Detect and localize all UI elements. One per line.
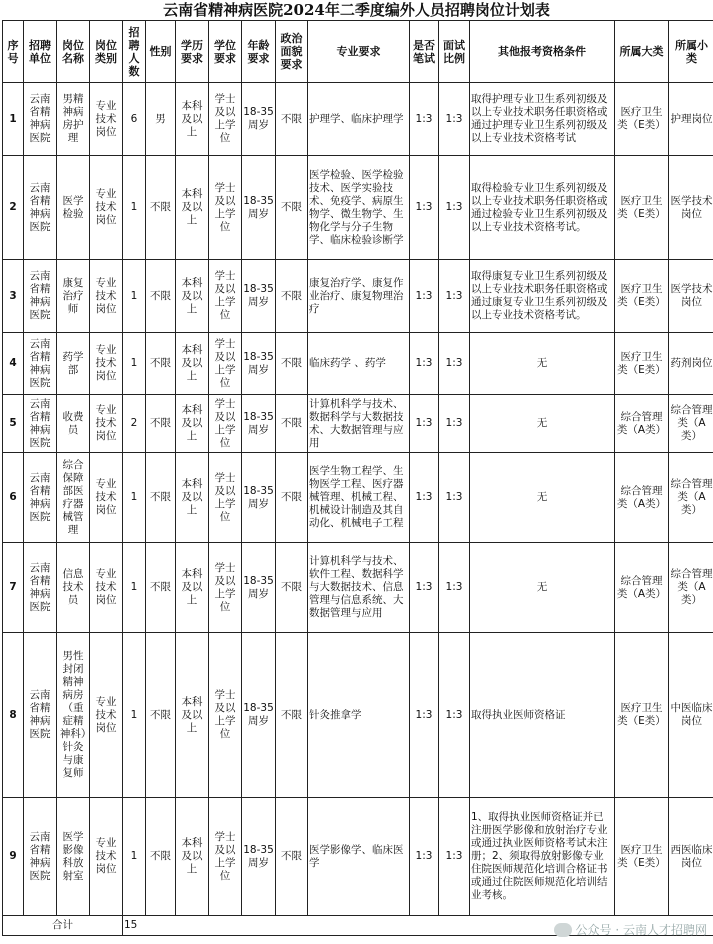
age: 18-35周岁	[242, 798, 276, 916]
major-class: 医疗卫生类（E类）	[615, 156, 669, 260]
interview-ratio: 1:3	[439, 395, 470, 453]
hiring-unit: 云南省精神病医院	[24, 798, 57, 916]
col-header: 招聘单位	[24, 21, 57, 83]
major-class: 医疗卫生类（E类）	[615, 83, 669, 156]
political-status: 不限	[276, 156, 308, 260]
hire-count: 1	[123, 333, 146, 395]
interview-ratio: 1:3	[439, 543, 470, 633]
row-number: 5	[3, 395, 24, 453]
col-header: 所属大类	[615, 21, 669, 83]
position-category: 专业技术岗位	[90, 453, 123, 543]
written-exam: 1:3	[410, 156, 439, 260]
written-exam: 1:3	[410, 633, 439, 798]
row-number: 2	[3, 156, 24, 260]
hiring-unit: 云南省精神病医院	[24, 453, 57, 543]
gender: 不限	[146, 453, 176, 543]
col-header: 序号	[3, 21, 24, 83]
degree: 学士及以上学位	[209, 395, 242, 453]
col-header: 岗位类别	[90, 21, 123, 83]
major-class: 医疗卫生类（E类）	[615, 333, 669, 395]
political-status: 不限	[276, 543, 308, 633]
position-category: 专业技术岗位	[90, 260, 123, 333]
major-requirement: 医学检验、医学检验技术、医学实验技术、免疫学、病原生物学、微生物学、生物化学与分子生物学、临床检验诊断学	[308, 156, 410, 260]
major-requirement: 临床药学 、药学	[308, 333, 410, 395]
position-category: 专业技术岗位	[90, 543, 123, 633]
degree: 学士及以上学位	[209, 156, 242, 260]
row-number: 4	[3, 333, 24, 395]
col-header: 年龄要求	[242, 21, 276, 83]
position-category: 专业技术岗位	[90, 156, 123, 260]
page-title: 云南省精神病医院2024年二季度编外人员招聘岗位计划表	[163, 1, 550, 19]
position-name: 男精神病房护理	[57, 83, 90, 156]
position-name: 康复治疗师	[57, 260, 90, 333]
interview-ratio: 1:3	[439, 260, 470, 333]
table-row	[3, 260, 713, 333]
hiring-unit: 云南省精神病医院	[24, 543, 57, 633]
major-class: 综合管理类（A类）	[615, 453, 669, 543]
gender: 不限	[146, 633, 176, 798]
written-exam: 1:3	[410, 543, 439, 633]
position-name: 收费员	[57, 395, 90, 453]
minor-class: 西医临床岗位	[669, 798, 713, 916]
major-requirement: 康复治疗学、康复作业治疗、康复物理治疗	[308, 260, 410, 333]
education: 本科及以上	[176, 156, 209, 260]
other-requirements: 取得检验专业卫生系列初级及以上专业技术职务任职资格或通过检验专业卫生系列初级及以上专业技术资格考试。	[470, 156, 615, 260]
other-requirements: 取得康复专业卫生系列初级及以上专业技术职务任职资格或通过康复专业卫生系列初级及以上专业技术资格考试。	[470, 260, 615, 333]
written-exam: 1:3	[410, 83, 439, 156]
row-number: 8	[3, 633, 24, 798]
age: 18-35周岁	[242, 543, 276, 633]
other-requirements: 无	[470, 453, 615, 543]
position-name: 男性封闭精神病房（重症精神科）针灸与康复师	[57, 633, 90, 798]
other-requirements: 无	[470, 395, 615, 453]
col-header: 所属小类	[669, 21, 713, 83]
minor-class: 综合管理类（A类）	[669, 395, 713, 453]
hire-count: 1	[123, 260, 146, 333]
age: 18-35周岁	[242, 260, 276, 333]
position-category: 专业技术岗位	[90, 798, 123, 916]
major-class: 医疗卫生类（E类）	[615, 633, 669, 798]
major-class: 医疗卫生类（E类）	[615, 260, 669, 333]
row-number: 9	[3, 798, 24, 916]
minor-class: 医学技术岗位	[669, 260, 713, 333]
major-class: 医疗卫生类（E类）	[615, 798, 669, 916]
major-class: 综合管理类（A类）	[615, 543, 669, 633]
political-status: 不限	[276, 633, 308, 798]
hire-count: 1	[123, 633, 146, 798]
hiring-unit: 云南省精神病医院	[24, 333, 57, 395]
col-header: 学历要求	[176, 21, 209, 83]
written-exam: 1:3	[410, 333, 439, 395]
major-requirement: 计算机科学与技术、数据科学与大数据技术、大数据管理与应用	[308, 395, 410, 453]
row-number: 6	[3, 453, 24, 543]
col-header: 招聘人数	[123, 21, 146, 83]
position-name: 药学部	[57, 333, 90, 395]
minor-class: 综合管理类（A类）	[669, 543, 713, 633]
degree: 学士及以上学位	[209, 453, 242, 543]
other-requirements: 1、取得执业医师资格证并已注册医学影像和放射治疗专业或通过执业医师资格考试未注册；2、须取得放射影像专业住院医师规范化培训合格证书或通过住院医师规范化培训结业考核。	[470, 798, 615, 916]
degree: 学士及以上学位	[209, 633, 242, 798]
hiring-unit: 云南省精神病医院	[24, 260, 57, 333]
age: 18-35周岁	[242, 395, 276, 453]
hire-count: 1	[123, 798, 146, 916]
table-row	[3, 333, 713, 395]
education: 本科及以上	[176, 260, 209, 333]
minor-class: 综合管理类（A类）	[669, 453, 713, 543]
other-requirements: 无	[470, 543, 615, 633]
minor-class: 护理岗位	[669, 83, 713, 156]
political-status: 不限	[276, 333, 308, 395]
row-number: 1	[3, 83, 24, 156]
major-requirement: 医学影像学、临床医学	[308, 798, 410, 916]
education: 本科及以上	[176, 633, 209, 798]
education: 本科及以上	[176, 543, 209, 633]
interview-ratio: 1:3	[439, 453, 470, 543]
education: 本科及以上	[176, 453, 209, 543]
written-exam: 1:3	[410, 798, 439, 916]
position-name: 综合保障部医疗器械管理	[57, 453, 90, 543]
minor-class: 医学技术岗位	[669, 156, 713, 260]
education: 本科及以上	[176, 798, 209, 916]
minor-class: 药剂岗位	[669, 333, 713, 395]
position-category: 专业技术岗位	[90, 333, 123, 395]
major-requirement: 计算机科学与技术、软件工程、数据科学与大数据技术、信息管理与信息系统、大数据管理与应用	[308, 543, 410, 633]
hire-count: 1	[123, 156, 146, 260]
hiring-unit: 云南省精神病医院	[24, 156, 57, 260]
hiring-unit: 云南省精神病医院	[24, 83, 57, 156]
position-name: 医学影像科放射室	[57, 798, 90, 916]
recruitment-table	[2, 20, 713, 936]
education: 本科及以上	[176, 333, 209, 395]
table-row	[3, 633, 713, 798]
position-category: 专业技术岗位	[90, 633, 123, 798]
political-status: 不限	[276, 395, 308, 453]
interview-ratio: 1:3	[439, 333, 470, 395]
gender: 不限	[146, 798, 176, 916]
col-header: 学位要求	[209, 21, 242, 83]
col-header: 其他报考资格条件	[470, 21, 615, 83]
watermark	[554, 921, 707, 938]
age: 18-35周岁	[242, 333, 276, 395]
table-row	[3, 83, 713, 156]
table-row	[3, 156, 713, 260]
col-header: 面试比例	[439, 21, 470, 83]
col-header: 政治面貌要求	[276, 21, 308, 83]
political-status: 不限	[276, 798, 308, 916]
table-row	[3, 453, 713, 543]
hire-count: 1	[123, 543, 146, 633]
gender: 不限	[146, 333, 176, 395]
gender: 男	[146, 83, 176, 156]
major-requirement: 护理学、临床护理学	[308, 83, 410, 156]
political-status: 不限	[276, 260, 308, 333]
row-number: 3	[3, 260, 24, 333]
wechat-icon	[554, 923, 572, 937]
age: 18-35周岁	[242, 156, 276, 260]
degree: 学士及以上学位	[209, 798, 242, 916]
other-requirements: 取得护理专业卫生系列初级及以上专业技术职务任职资格或通过护理专业卫生系列初级及以上专业技术资格考试	[470, 83, 615, 156]
major-requirement: 针灸推拿学	[308, 633, 410, 798]
gender: 不限	[146, 156, 176, 260]
other-requirements: 无	[470, 333, 615, 395]
education: 本科及以上	[176, 395, 209, 453]
watermark-text: 公众号 · 云南人才招聘网	[575, 923, 707, 937]
position-category: 专业技术岗位	[90, 83, 123, 156]
interview-ratio: 1:3	[439, 798, 470, 916]
table-row	[3, 798, 713, 916]
gender: 不限	[146, 543, 176, 633]
total-value: 15	[123, 916, 713, 936]
table-row	[3, 543, 713, 633]
age: 18-35周岁	[242, 633, 276, 798]
col-header: 岗位名称	[57, 21, 90, 83]
written-exam: 1:3	[410, 453, 439, 543]
minor-class: 中医临床岗位	[669, 633, 713, 798]
header-row	[3, 21, 713, 83]
written-exam: 1:3	[410, 260, 439, 333]
total-label: 合计	[3, 916, 123, 936]
major-requirement: 医学生物工程学、生物医学工程、医疗器械管理、机械工程、机械设计制造及其自动化、机械电子工程	[308, 453, 410, 543]
degree: 学士及以上学位	[209, 333, 242, 395]
written-exam: 1:3	[410, 395, 439, 453]
major-class: 综合管理类（A类）	[615, 395, 669, 453]
gender: 不限	[146, 395, 176, 453]
political-status: 不限	[276, 83, 308, 156]
degree: 学士及以上学位	[209, 83, 242, 156]
position-name: 医学检验	[57, 156, 90, 260]
interview-ratio: 1:3	[439, 83, 470, 156]
age: 18-35周岁	[242, 83, 276, 156]
hire-count: 6	[123, 83, 146, 156]
col-header: 是否笔试	[410, 21, 439, 83]
education: 本科及以上	[176, 83, 209, 156]
position-category: 专业技术岗位	[90, 395, 123, 453]
hire-count: 2	[123, 395, 146, 453]
gender: 不限	[146, 260, 176, 333]
degree: 学士及以上学位	[209, 543, 242, 633]
age: 18-35周岁	[242, 453, 276, 543]
position-name: 信息技术员	[57, 543, 90, 633]
hiring-unit: 云南省精神病医院	[24, 395, 57, 453]
col-header: 专业要求	[308, 21, 410, 83]
degree: 学士及以上学位	[209, 260, 242, 333]
interview-ratio: 1:3	[439, 633, 470, 798]
col-header: 性别	[146, 21, 176, 83]
table-row	[3, 395, 713, 453]
hire-count: 1	[123, 453, 146, 543]
other-requirements: 取得执业医师资格证	[470, 633, 615, 798]
row-number: 7	[3, 543, 24, 633]
hiring-unit: 云南省精神病医院	[24, 633, 57, 798]
interview-ratio: 1:3	[439, 156, 470, 260]
political-status: 不限	[276, 453, 308, 543]
